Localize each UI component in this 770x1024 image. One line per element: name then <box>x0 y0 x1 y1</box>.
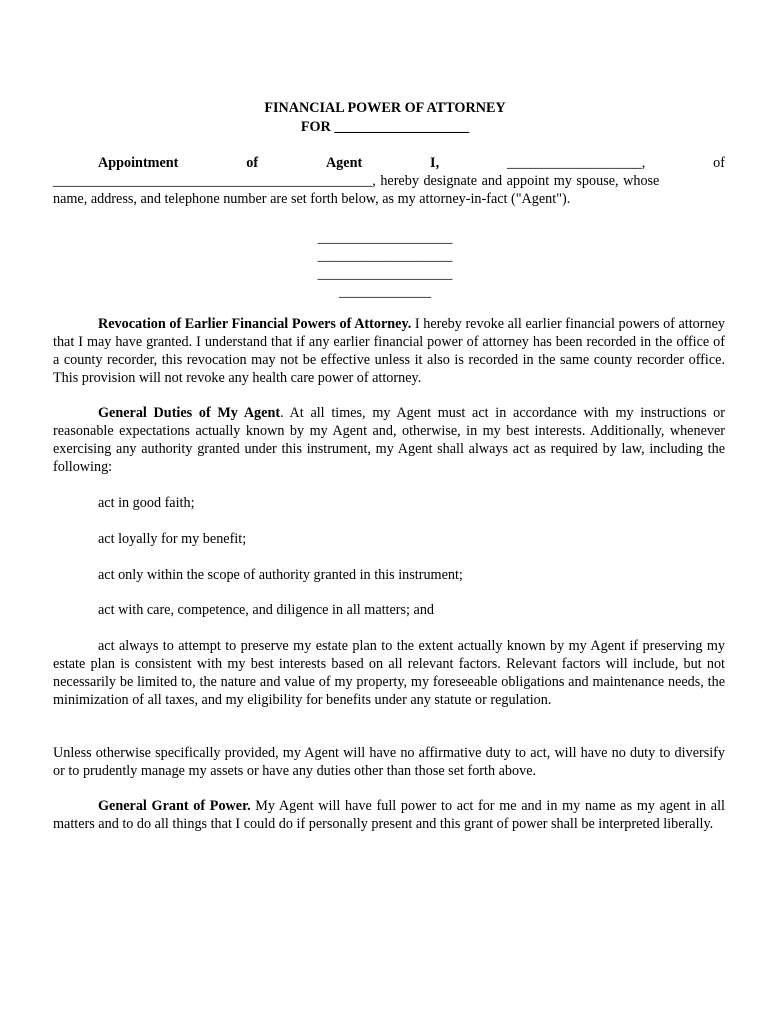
revocation-paragraph <box>53 315 725 387</box>
general-grant-paragraph <box>53 797 725 833</box>
unless-otherwise-paragraph: Unless otherwise specifically provided, my Agent will have no affirmative duty to act, will have no duty to diversify or to prudently manage my assets or have any duties other than those set forth above. <box>53 745 725 779</box>
appointment-of-word: of <box>713 155 725 171</box>
agent-address-line: ___________________ <box>317 248 453 264</box>
revocation-heading: Revocation of Earlier Financial Powers of Attorney. <box>98 316 412 332</box>
general-grant-text: My Agent will have full power to act for me and in my name as my agent in all matters and to do all things that I could do if personally present and this grant of power shall be interpreted liberally. <box>53 798 725 832</box>
appointment-heading-word: of <box>246 155 259 171</box>
agent-address-line: ___________________ <box>317 266 453 282</box>
act-always-paragraph: act always to attempt to preserve my estate plan to the extent actually known by my Agent if preserving my estate plan is consistent with my best interests based on all relevant factors. Relevant factors will include, but not necessarily be limited to, the nature and value of my property, my foreseeable obligations and maintenance needs, the minimization of all taxes, and my eligibility for benefits under any statute or regulation. <box>53 638 725 708</box>
appointment-heading-word: Appointment <box>98 155 179 171</box>
appointment-paragraph <box>53 154 725 208</box>
duty-list-item: act with care, competence, and diligence in all matters; and <box>98 602 435 618</box>
appointment-line-1 <box>53 154 725 172</box>
revocation-text: I hereby revoke all earlier financial powers of attorney that I may have granted. I understand that if any earlier financial power of attorney has been recorded in the office of a county recorder, this revocation may not be effective unless it also is recorded in the same county recorder office. This provision will not revoke any health care power of attorney. <box>53 316 725 386</box>
agent-address-line: _____________ <box>338 284 432 300</box>
appointment-line-2-text: _____________________________________________, hereby designate and appoint my spouse, whose <box>53 173 660 189</box>
duty-list-item: act loyally for my benefit; <box>98 531 247 547</box>
general-duties-heading: General Duties of My Agent <box>98 405 281 421</box>
duty-list-item: act in good faith; <box>98 495 195 511</box>
principal-name-blank: ___________________, <box>506 155 646 171</box>
appointment-line-3: name, address, and telephone number are set forth below, as my attorney-in-fact ("Agent"). <box>53 191 571 207</box>
document-title-for-line: FOR ___________________ <box>300 119 470 135</box>
document-title: FINANCIAL POWER OF ATTORNEY <box>264 100 506 116</box>
general-duties-text: . At all times, my Agent must act in accordance with my instructions or reasonable expectations actually known by my Agent and, otherwise, in my best interests. Additionally, whenever exercising any authority granted under this instrument, my Agent shall always act as required by law, including the following: <box>53 405 726 475</box>
appointment-heading-word: Agent <box>325 155 363 171</box>
agent-address-line: ___________________ <box>317 230 453 246</box>
general-grant-heading: General Grant of Power. <box>98 798 251 814</box>
appointment-pronoun: I, <box>430 155 440 171</box>
appointment-line-2 <box>53 172 725 190</box>
duty-list-item: act only within the scope of authority granted in this instrument; <box>98 567 463 583</box>
general-duties-paragraph <box>53 404 725 476</box>
